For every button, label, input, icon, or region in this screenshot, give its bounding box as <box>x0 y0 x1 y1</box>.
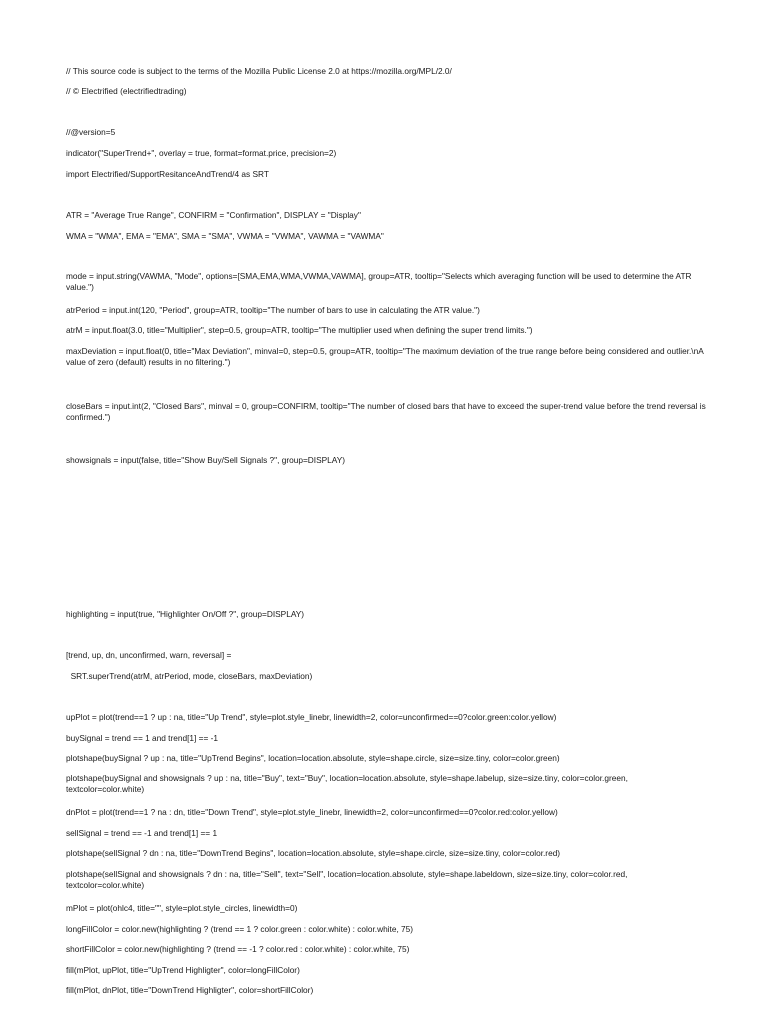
code-line: buySignal = trend == 1 and trend[1] == -1 <box>66 733 218 743</box>
code-line: highlighting = input(true, "Highlighter On/Off ?", group=DISPLAY) <box>66 609 305 619</box>
code-line: shortFillColor = color.new(highlighting ? (trend == -1 ? color.red : color.white) : color.white, 75) <box>66 944 410 954</box>
code-line: import Electrified/SupportResitanceAndTrend/4 as SRT <box>66 169 269 179</box>
code-line: indicator("SuperTrend+", overlay = true, format=format.price, precision=2) <box>66 148 337 158</box>
code-line: // © Electrified (electrifiedtrading) <box>66 86 187 96</box>
code-line: plotshape(sellSignal and showsignals ? dn : na, title="Sell", text="Sell", location=location.absolute, style=shape.labeldown, size=size.tiny, color=color.red, textcolor=color.white) <box>66 869 630 891</box>
code-line: fill(mPlot, dnPlot, title="DownTrend Highligter", color=shortFillColor) <box>66 985 314 995</box>
code-line: // This source code is subject to the terms of the Mozilla Public License 2.0 at https://mozilla.org/MPL/2.0/ <box>66 66 452 76</box>
code-line: atrPeriod = input.int(120, "Period", group=ATR, tooltip="The number of bars to use in calculating the ATR value.") <box>66 305 480 315</box>
code-line: mode = input.string(VAWMA, "Mode", options=[SMA,EMA,WMA,VWMA,VAWMA], group=ATR, tooltip="Selects which averaging function will be used to determine the ATR value.") <box>66 271 694 293</box>
code-line: upPlot = plot(trend==1 ? up : na, title="Up Trend", style=plot.style_linebr, linewidth=2, color=unconfirmed==0?color.green:color.yellow) <box>66 712 557 722</box>
code-line: atrM = input.float(3.0, title="Multiplier", step=0.5, group=ATR, tooltip="The multiplier used when defining the super trend limits.") <box>66 325 533 335</box>
code-line: sellSignal = trend == -1 and trend[1] == 1 <box>66 828 218 838</box>
code-line: plotshape(buySignal ? up : na, title="UpTrend Begins", location=location.absolute, style=shape.circle, size=size.tiny, color=color.green) <box>66 753 560 763</box>
code-line: maxDeviation = input.float(0, title="Max Deviation", minval=0, step=0.5, group=ATR, tooltip="The maximum deviation of the true range before being considered and outlier.\nA value of zero (default) results in no filtering.") <box>66 346 706 368</box>
code-line: WMA = "WMA", EMA = "EMA", SMA = "SMA", VWMA = "VWMA", VAWMA = "VAWMA" <box>66 231 384 241</box>
code-line: ATR = "Average True Range", CONFIRM = "Confirmation", DISPLAY = "Display" <box>66 210 361 220</box>
code-line: mPlot = plot(ohlc4, title="", style=plot.style_circles, linewidth=0) <box>66 903 298 913</box>
code-line: plotshape(buySignal and showsignals ? up : na, title="Buy", text="Buy", location=location.absolute, style=shape.labelup, size=size.tiny, color=color.green, textcolor=color.white) <box>66 773 631 795</box>
code-line: dnPlot = plot(trend==1 ? na : dn, title="Down Trend", style=plot.style_linebr, linewidth=2, color=unconfirmed==0?color.red:color.yellow) <box>66 807 558 817</box>
code-line: showsignals = input(false, title="Show Buy/Sell Signals ?", group=DISPLAY) <box>66 455 345 465</box>
code-line: [trend, up, dn, unconfirmed, warn, reversal] = <box>66 650 232 660</box>
code-line: //@version=5 <box>66 127 116 137</box>
code-line: longFillColor = color.new(highlighting ? (trend == 1 ? color.green : color.white) : color.white, 75) <box>66 924 414 934</box>
code-line: fill(mPlot, upPlot, title="UpTrend Highligter", color=longFillColor) <box>66 965 300 975</box>
code-line: SRT.superTrend(atrM, atrPeriod, mode, closeBars, maxDeviation) <box>66 671 313 681</box>
code-line: plotshape(sellSignal ? dn : na, title="DownTrend Begins", location=location.absolute, style=shape.circle, size=size.tiny, color=color.red) <box>66 848 561 858</box>
code-line: closeBars = input.int(2, "Closed Bars", minval = 0, group=CONFIRM, tooltip="The number of closed bars that have to exceed the super-trend value before the trend reversal is confirmed.") <box>66 401 709 423</box>
